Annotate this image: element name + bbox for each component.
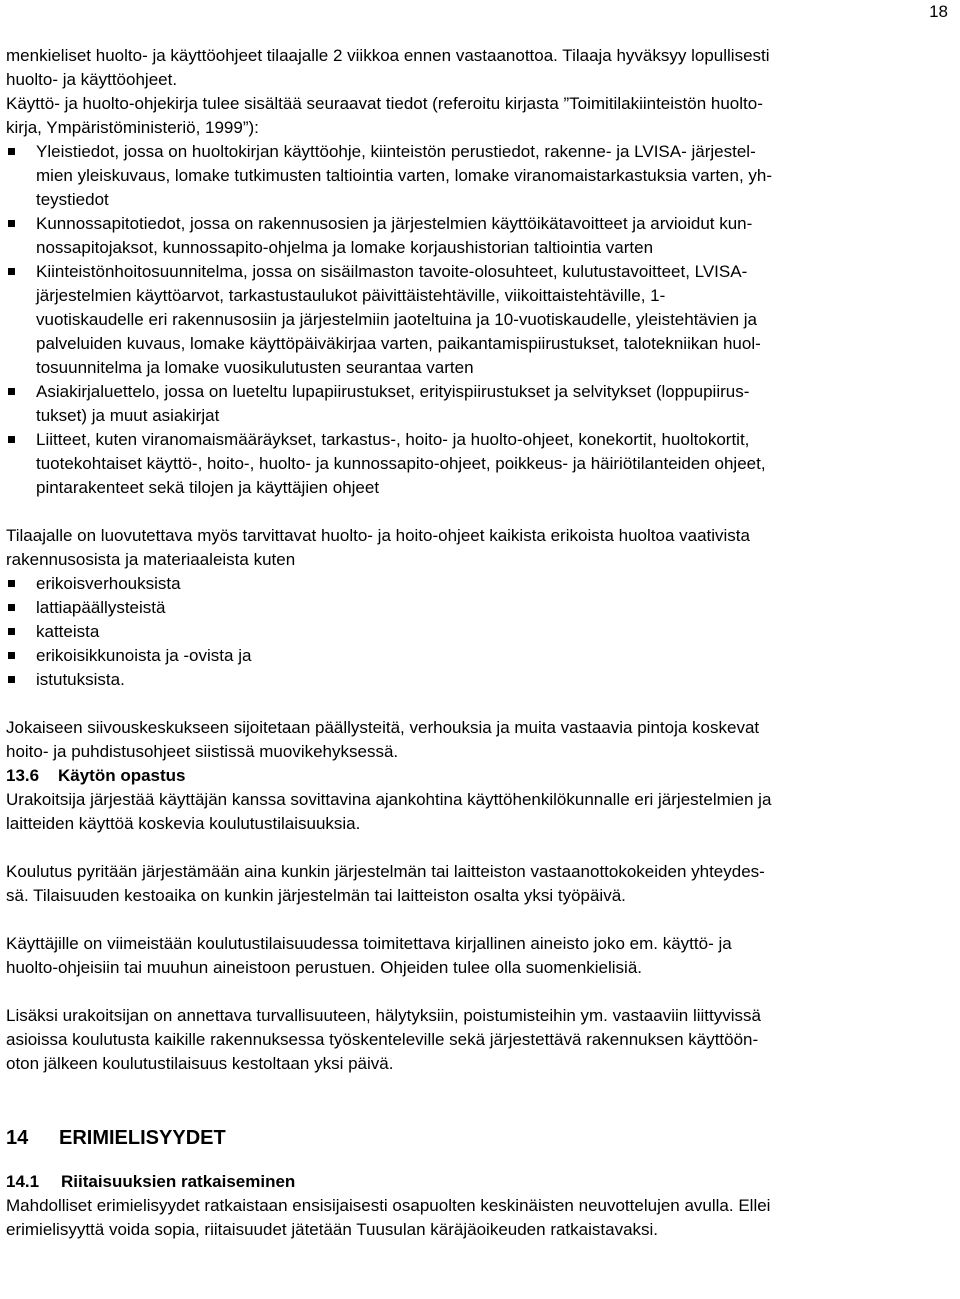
body-paragraph xyxy=(6,1194,958,1242)
list-item xyxy=(6,140,958,212)
text-line: järjestelmien käyttöarvot, tarkastustaulukot päivittäistehtäville, viikoittaistehtäville, 1- xyxy=(36,286,666,305)
square-bullet-icon xyxy=(8,580,15,587)
intro-paragraph xyxy=(6,44,958,140)
text-line: Lisäksi urakoitsijan on annettava turvallisuuteen, hälytyksiin, poistumisteihin ym. vastaaviin liittyvissä xyxy=(6,1006,761,1025)
list-item xyxy=(6,212,958,260)
text-line: Kiinteistönhoitosuunnitelma, jossa on sisäilmaston tavoite-olosuhteet, kulutustavoitteet, LVISA- xyxy=(36,262,748,281)
square-bullet-icon xyxy=(8,388,15,395)
text-line: huolto-ohjeisiin tai muuhun aineistoon perustuen. Ohjeiden tulee olla suomenkielisiä. xyxy=(6,958,643,977)
text-line: tukset) ja muut asiakirjat xyxy=(36,406,220,425)
square-bullet-icon xyxy=(8,268,15,275)
list-item-label: erikoisverhouksista xyxy=(36,574,181,593)
body-paragraph xyxy=(6,932,958,980)
text-line: Mahdolliset erimielisyydet ratkaistaan ensisijaisesti osapuolten keskinäisten neuvottelujen avulla. Ellei xyxy=(6,1196,771,1215)
list-item xyxy=(6,620,958,644)
list-item-label: katteista xyxy=(36,622,100,641)
text-line: sä. Tilaisuuden kestoaika on kunkin järjestelmän tai laitteiston osalta yksi työpäivä. xyxy=(6,886,626,905)
body-paragraph xyxy=(6,860,958,908)
text-line: Käyttö- ja huolto-ohjekirja tulee sisältää seuraavat tiedot (referoitu kirjasta ”Toimitilakiinteistön huolto- xyxy=(6,94,763,113)
text-line: asioissa koulutusta kaikille rakennuksessa työskenteleville sekä järjestettävä rakennuksen käyttöön- xyxy=(6,1030,759,1049)
text-line: nossapitojaksot, kunnossapito-ohjelma ja lomake korjaushistorian taltiointia varten xyxy=(36,238,654,257)
section-heading-14 xyxy=(6,1126,958,1150)
list-item xyxy=(6,668,958,692)
square-bullet-icon xyxy=(8,652,15,659)
text-line: oton jälkeen koulutustilaisuus kestoltaan yksi päivä. xyxy=(6,1054,394,1073)
section-number: 14 xyxy=(6,1127,29,1149)
text-line: Käyttäjille on viimeistään koulutustilaisuudessa toimitettava kirjallinen aineisto joko em. käyttö- ja xyxy=(6,934,732,953)
body-paragraph xyxy=(6,1004,958,1076)
section-heading-13-6 xyxy=(6,764,958,788)
text-line: huolto- ja käyttöohjeet. xyxy=(6,70,178,89)
section-number: 13.6 xyxy=(6,766,40,785)
text-line: rakennusosista ja materiaaleista kuten xyxy=(6,550,296,569)
list-item xyxy=(6,428,958,500)
list-item xyxy=(6,572,958,596)
text-line: erimielisyyttä voida sopia, riitaisuudet jätetään Tuusulan käräjäoikeuden ratkaistavaksi. xyxy=(6,1220,659,1239)
section-title: ERIMIELISYYDET xyxy=(59,1127,226,1149)
square-bullet-icon xyxy=(8,220,15,227)
text-line: mien yleiskuvaus, lomake tutkimusten taltiointia varten, lomake viranomaistarkastuksia varten, yh- xyxy=(36,166,773,185)
text-line: vuotiskaudelle eri rakennusosiin ja järjestelmiin jaoteltuina ja 10-vuotiskaudelle, yleistehtävien ja xyxy=(36,310,758,329)
text-line: Urakoitsija järjestää käyttäjän kanssa sovittavina ajankohtina käyttöhenkilökunnalle eri järjestelmien ja xyxy=(6,790,772,809)
list-item-label: lattiapäällysteistä xyxy=(36,598,166,617)
list-item xyxy=(6,596,958,620)
square-bullet-icon xyxy=(8,628,15,635)
document-body xyxy=(6,44,958,1242)
cleaning-paragraph xyxy=(6,716,958,764)
list-item xyxy=(6,260,958,380)
delivery-paragraph xyxy=(6,524,958,572)
text-line: menkieliset huolto- ja käyttöohjeet tilaajalle 2 viikkoa ennen vastaanottoa. Tilaaja hyväksyy lopullisesti xyxy=(6,46,770,65)
square-bullet-icon xyxy=(8,148,15,155)
text-line: Jokaiseen siivouskeskukseen sijoitetaan päällysteitä, verhouksia ja muita vastaavia pintoja koskevat xyxy=(6,718,760,737)
text-line: Asiakirjaluettelo, jossa on lueteltu lupapiirustukset, erityispiirustukset ja selvitykset (loppupiirus- xyxy=(36,382,750,401)
text-line: palveluiden kuvaus, lomake käyttöpäiväkirjaa varten, paikantamispiirustukset, talotekniikan huol- xyxy=(36,334,761,353)
text-line: Kunnossapitotiedot, jossa on rakennusosien ja järjestelmien käyttöikätavoitteet ja arvioidut kun- xyxy=(36,214,753,233)
text-line: Koulutus pyritään järjestämään aina kunkin järjestelmän tai laitteiston vastaanottokokeiden yhteydes- xyxy=(6,862,765,881)
text-line: tosuunnitelma ja lomake vuosikulutusten seurantaa varten xyxy=(36,358,474,377)
text-line: kirja, Ympäristöministeriö, 1999”): xyxy=(6,118,259,137)
text-line: tuotekohtaiset käyttö-, hoito-, huolto- ja kunnossapito-ohjeet, poikkeus- ja häiriötilanteiden ohjeet, xyxy=(36,454,766,473)
section-number: 14.1 xyxy=(6,1172,40,1191)
text-line: laitteiden käyttöä koskevia koulutustilaisuuksia. xyxy=(6,814,361,833)
text-line: teystiedot xyxy=(36,190,109,209)
text-line: pintarakenteet sekä tilojen ja käyttäjien ohjeet xyxy=(36,478,380,497)
list-item xyxy=(6,644,958,668)
list-item-label: erikoisikkunoista ja -ovista ja xyxy=(36,646,252,665)
section-title: Riitaisuuksien ratkaiseminen xyxy=(61,1172,296,1191)
square-bullet-icon xyxy=(8,436,15,443)
body-paragraph xyxy=(6,788,958,836)
list-item xyxy=(6,380,958,428)
square-bullet-icon xyxy=(8,604,15,611)
materials-list xyxy=(6,572,958,692)
manual-contents-list xyxy=(6,140,958,500)
page-number: 18 xyxy=(929,2,948,21)
section-title: Käytön opastus xyxy=(58,766,186,785)
section-heading-14-1 xyxy=(6,1170,958,1194)
text-line: Tilaajalle on luovutettava myös tarvittavat huolto- ja hoito-ohjeet kaikista erikoista huoltoa vaativista xyxy=(6,526,750,545)
text-line: Yleistiedot, jossa on huoltokirjan käyttöohje, kiinteistön perustiedot, rakenne- ja LVISA- järjestel- xyxy=(36,142,756,161)
text-line: hoito- ja puhdistusohjeet siistissä muovikehyksessä. xyxy=(6,742,399,761)
text-line: Liitteet, kuten viranomaismääräykset, tarkastus-, hoito- ja huolto-ohjeet, konekortit, huoltokortit, xyxy=(36,430,750,449)
list-item-label: istutuksista. xyxy=(36,670,125,689)
square-bullet-icon xyxy=(8,676,15,683)
